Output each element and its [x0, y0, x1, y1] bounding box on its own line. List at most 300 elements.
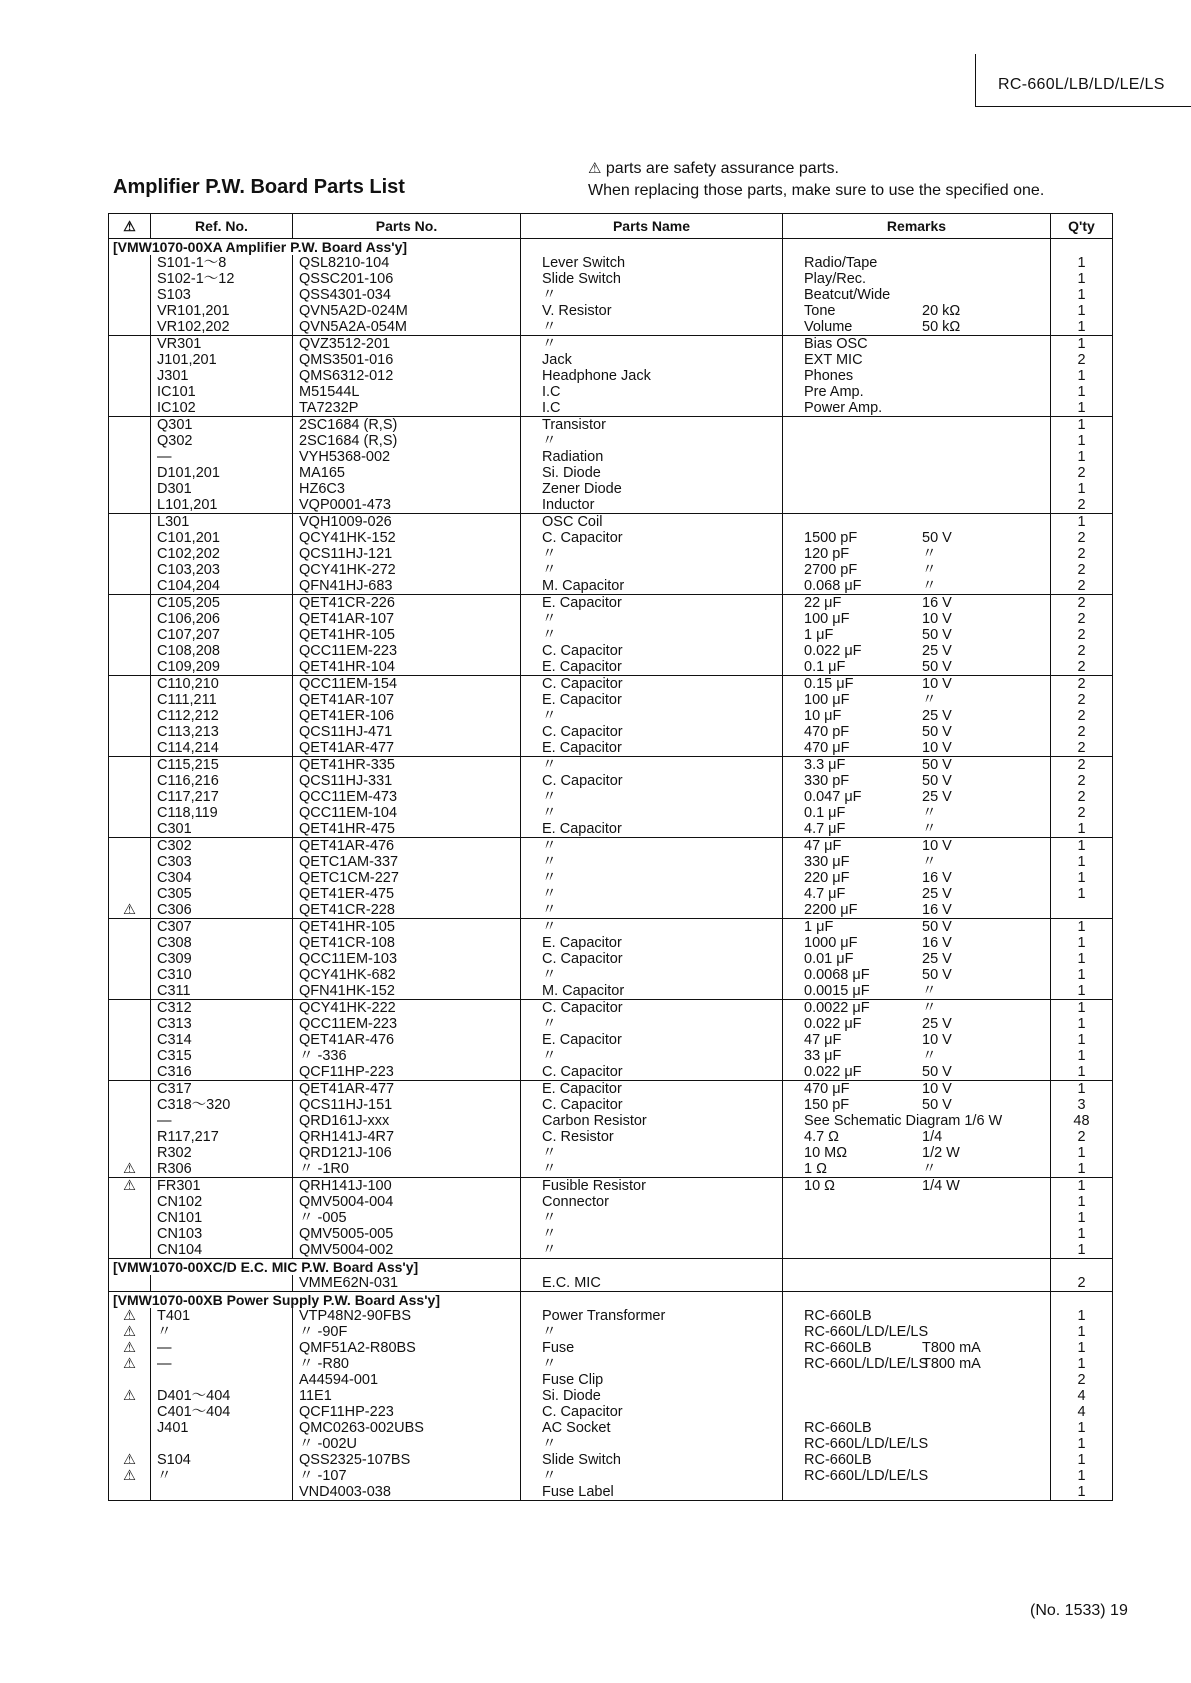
remarks-cell [783, 757, 1051, 774]
safety-mark-cell [109, 1210, 151, 1226]
parts-no-cell: QETC1CM-227 [293, 870, 521, 886]
table-row [109, 870, 1113, 886]
qty-cell: 2 [1051, 724, 1113, 740]
remarks-value: 100 μF [804, 611, 850, 627]
remarks-cell [783, 854, 1051, 870]
table-row [109, 1016, 1113, 1032]
section-header-row [109, 1259, 1113, 1276]
table-row [109, 1356, 1113, 1372]
ref-no-cell: L301 [151, 514, 293, 531]
remarks-cell [783, 562, 1051, 578]
ref-no-cell: VR301 [151, 336, 293, 353]
ref-no-cell: C313 [151, 1016, 293, 1032]
remarks-cell [783, 805, 1051, 821]
qty-cell: 1 [1051, 336, 1113, 353]
remarks-value: 10 MΩ [804, 1145, 848, 1161]
safety-warning-icon: ⚠ [109, 1161, 151, 1178]
section-header-row [109, 239, 1113, 256]
parts-name-cell: 〃 [521, 838, 783, 855]
remarks-cell [783, 935, 1051, 951]
table-row [109, 319, 1113, 336]
remarks-cell [783, 1372, 1051, 1388]
ref-no-cell: C110,210 [151, 676, 293, 693]
parts-name-cell: E. Capacitor [521, 1081, 783, 1098]
ref-no-cell: C103,203 [151, 562, 293, 578]
parts-name-cell: C. Resistor [521, 1129, 783, 1145]
table-row [109, 1436, 1113, 1452]
remarks-value: 2700 pF [804, 562, 858, 578]
parts-no-cell: QCC11EM-103 [293, 951, 521, 967]
remarks-cell [783, 303, 1051, 319]
parts-no-cell: QRH141J-100 [293, 1178, 521, 1195]
remarks-cell [783, 1340, 1051, 1356]
safety-warning-icon: ⚠ [109, 902, 151, 919]
ref-no-cell: C309 [151, 951, 293, 967]
remarks-cell [783, 1032, 1051, 1048]
parts-no-cell: 2SC1684 (R,S) [293, 433, 521, 449]
parts-name-cell: Fuse [521, 1340, 783, 1356]
qty-cell: 1 [1051, 886, 1113, 902]
section-header-spacer [783, 1259, 1051, 1276]
ref-no-cell: D101,201 [151, 465, 293, 481]
section-header-row [109, 1292, 1113, 1309]
remarks-rating: 1/4 W [922, 1178, 960, 1194]
parts-no-cell: M51544L [293, 384, 521, 400]
qty-cell: 2 [1051, 659, 1113, 676]
table-row [109, 400, 1113, 417]
remarks-value: Bias OSC [804, 336, 868, 352]
remarks-value: 470 pF [804, 724, 850, 740]
table-row [109, 336, 1113, 353]
table-row [109, 740, 1113, 757]
remarks-cell [783, 1178, 1051, 1195]
ref-no-cell: C104,204 [151, 578, 293, 595]
remarks-cell [783, 352, 1051, 368]
ref-no-cell: C111,211 [151, 692, 293, 708]
parts-no-cell: QCY41HK-272 [293, 562, 521, 578]
ref-no-cell: D301 [151, 481, 293, 497]
table-row [109, 1048, 1113, 1064]
remarks-value: 0.047 μF [804, 789, 862, 805]
remarks-rating: T800 mA [922, 1356, 981, 1372]
safety-mark-cell [109, 1081, 151, 1098]
remarks-rating: 10 V [922, 1032, 952, 1048]
parts-no-cell: QET41AR-477 [293, 1081, 521, 1098]
section-header-spacer [1051, 239, 1113, 256]
warning-triangle-icon: ⚠ [588, 160, 602, 177]
table-row [109, 789, 1113, 805]
qty-cell: 2 [1051, 805, 1113, 821]
remarks-cell [783, 1145, 1051, 1161]
remarks-cell [783, 886, 1051, 902]
qty-cell: 2 [1051, 708, 1113, 724]
ref-no-cell: VR101,201 [151, 303, 293, 319]
parts-name-cell: 〃 [521, 1226, 783, 1242]
qty-cell: 1 [1051, 870, 1113, 886]
remarks-value: 33 μF [804, 1048, 842, 1064]
safety-mark-cell [109, 919, 151, 936]
table-row [109, 352, 1113, 368]
remarks-cell [783, 319, 1051, 336]
ref-no-cell [151, 1436, 293, 1452]
safety-warning-icon: ⚠ [109, 1468, 151, 1484]
parts-name-cell: M. Capacitor [521, 578, 783, 595]
ref-no-cell: — [151, 449, 293, 465]
safety-mark-cell [109, 546, 151, 562]
parts-name-cell: C. Capacitor [521, 951, 783, 967]
parts-name-cell: I.C [521, 384, 783, 400]
remarks-rating: 10 V [922, 1081, 952, 1097]
parts-no-cell: QCS11HJ-151 [293, 1097, 521, 1113]
remarks-cell [783, 1484, 1051, 1501]
parts-name-cell: Zener Diode [521, 481, 783, 497]
parts-name-cell: 〃 [521, 287, 783, 303]
remarks-rating: 50 kΩ [922, 319, 961, 335]
table-row [109, 1226, 1113, 1242]
table-row [109, 1404, 1113, 1420]
remarks-value: 10 Ω [804, 1178, 835, 1194]
safety-mark-cell [109, 384, 151, 400]
parts-no-cell: QFN41HK-152 [293, 983, 521, 1000]
remarks-cell [783, 902, 1051, 919]
parts-no-cell: QSL8210-104 [293, 255, 521, 271]
remarks-cell [783, 1000, 1051, 1017]
remarks-value: 47 μF [804, 1032, 842, 1048]
ref-no-cell: — [151, 1356, 293, 1372]
remarks-value: 10 μF [804, 708, 842, 724]
remarks-rating: 50 V [922, 967, 952, 983]
remarks-value: Power Amp. [804, 400, 883, 416]
remarks-cell [783, 368, 1051, 384]
parts-no-cell: VTP48N2-90FBS [293, 1308, 521, 1324]
parts-no-cell: QCY41HK-682 [293, 967, 521, 983]
qty-cell: 2 [1051, 562, 1113, 578]
safety-mark-cell [109, 1484, 151, 1501]
parts-no-cell: QRD121J-106 [293, 1145, 521, 1161]
remarks-rating: 10 V [922, 676, 952, 692]
safety-warning-icon: ⚠ [109, 1178, 151, 1195]
safety-mark-cell [109, 805, 151, 821]
remarks-rating: 10 V [922, 838, 952, 854]
qty-cell: 1 [1051, 919, 1113, 936]
safety-mark-cell [109, 870, 151, 886]
parts-no-cell: MA165 [293, 465, 521, 481]
remarks-cell [783, 643, 1051, 659]
section-header-spacer [1051, 1292, 1113, 1309]
remarks-rating: 10 V [922, 611, 952, 627]
remarks-rating: 50 V [922, 627, 952, 643]
remarks-rating: 1/2 W [922, 1145, 960, 1161]
remarks-rating: 〃 [922, 1000, 937, 1016]
remarks-rating: 50 V [922, 919, 952, 935]
parts-no-cell: QET41AR-476 [293, 1032, 521, 1048]
qty-cell: 1 [1051, 368, 1113, 384]
parts-name-cell: 〃 [521, 708, 783, 724]
remarks-cell [783, 740, 1051, 757]
remarks-cell [783, 821, 1051, 838]
ref-no-cell: Q301 [151, 417, 293, 434]
safety-mark-cell [109, 1404, 151, 1420]
table-row [109, 1000, 1113, 1017]
header-remarks: Remarks [783, 214, 1051, 239]
ref-no-cell: FR301 [151, 1178, 293, 1195]
remarks-cell [783, 708, 1051, 724]
table-row [109, 902, 1113, 919]
parts-no-cell: QCF11HP-223 [293, 1064, 521, 1081]
qty-cell: 1 [1051, 1324, 1113, 1340]
table-row [109, 708, 1113, 724]
remarks-cell [783, 1324, 1051, 1340]
ref-no-cell: C303 [151, 854, 293, 870]
qty-cell: 1 [1051, 1436, 1113, 1452]
ref-no-cell: C102,202 [151, 546, 293, 562]
section-header-spacer [783, 239, 1051, 256]
parts-no-cell: 〃 -R80 [293, 1356, 521, 1372]
remarks-rating: 50 V [922, 530, 952, 546]
safety-mark-cell [109, 336, 151, 353]
table-row [109, 303, 1113, 319]
qty-cell: 2 [1051, 352, 1113, 368]
safety-warning-icon: ⚠ [109, 1388, 151, 1404]
table-row [109, 951, 1113, 967]
parts-no-cell: QSSC201-106 [293, 271, 521, 287]
safety-mark-cell [109, 530, 151, 546]
table-row [109, 595, 1113, 612]
table-row [109, 417, 1113, 434]
remarks-value: 330 μF [804, 854, 850, 870]
qty-cell: 1 [1051, 935, 1113, 951]
ref-no-cell: S103 [151, 287, 293, 303]
parts-no-cell: QET41HR-104 [293, 659, 521, 676]
table-row [109, 1468, 1113, 1484]
ref-no-cell: C107,207 [151, 627, 293, 643]
remarks-value: 0.15 μF [804, 676, 854, 692]
parts-name-cell: E. Capacitor [521, 595, 783, 612]
parts-name-cell: Si. Diode [521, 465, 783, 481]
ref-no-cell: Q302 [151, 433, 293, 449]
table-row [109, 433, 1113, 449]
remarks-value: Pre Amp. [804, 384, 864, 400]
remarks-value: 0.0022 μF [804, 1000, 870, 1016]
remarks-rating: 〃 [922, 854, 937, 870]
notice-line-2: When replacing those parts, make sure to use the specified one. [588, 182, 1045, 199]
table-row [109, 1194, 1113, 1210]
ref-no-cell: C115,215 [151, 757, 293, 774]
parts-name-cell: 〃 [521, 1048, 783, 1064]
remarks-value: 2200 μF [804, 902, 858, 918]
remarks-value: 0.022 μF [804, 643, 862, 659]
remarks-cell [783, 384, 1051, 400]
remarks-rating: 1/4 [922, 1129, 943, 1145]
remarks-rating: 〃 [922, 546, 937, 562]
remarks-value: Beatcut/Wide [804, 287, 891, 303]
ref-no-cell: C117,217 [151, 789, 293, 805]
safety-mark-cell [109, 1226, 151, 1242]
ref-no-cell [151, 1372, 293, 1388]
remarks-cell [783, 287, 1051, 303]
remarks-cell [783, 1161, 1051, 1178]
qty-cell: 1 [1051, 384, 1113, 400]
parts-name-cell: Radiation [521, 449, 783, 465]
parts-no-cell: QMV5004-004 [293, 1194, 521, 1210]
qty-cell: 1 [1051, 1145, 1113, 1161]
remarks-cell [783, 1194, 1051, 1210]
parts-name-cell: 〃 [521, 562, 783, 578]
table-row [109, 546, 1113, 562]
remarks-rating: 〃 [922, 1161, 937, 1177]
qty-cell: 1 [1051, 481, 1113, 497]
parts-no-cell: QET41HR-475 [293, 821, 521, 838]
safety-warning-icon: ⚠ [109, 1340, 151, 1356]
qty-cell: 1 [1051, 1048, 1113, 1064]
parts-name-cell: Power Transformer [521, 1308, 783, 1324]
remarks-rating: 25 V [922, 951, 952, 967]
safety-mark-cell [109, 1016, 151, 1032]
parts-no-cell: QET41CR-108 [293, 935, 521, 951]
ref-no-cell: C314 [151, 1032, 293, 1048]
parts-no-cell: VND4003-038 [293, 1484, 521, 1501]
parts-no-cell: QFN41HJ-683 [293, 578, 521, 595]
qty-cell: 4 [1051, 1404, 1113, 1420]
parts-name-cell: 〃 [521, 805, 783, 821]
remarks-rating: 16 V [922, 595, 952, 611]
table-row [109, 368, 1113, 384]
parts-name-cell: C. Capacitor [521, 1404, 783, 1420]
qty-cell: 1 [1051, 400, 1113, 417]
table-header-row [109, 214, 1113, 239]
qty-cell: 2 [1051, 740, 1113, 757]
table-row [109, 627, 1113, 643]
remarks-value: RC-660L/LD/LE/LS [804, 1468, 929, 1484]
section-title: [VMW1070-00XC/D E.C. MIC P.W. Board Ass'y] [109, 1259, 521, 1276]
safety-mark-cell [109, 757, 151, 774]
remarks-rating: 50 V [922, 757, 952, 773]
parts-no-cell: QET41ER-475 [293, 886, 521, 902]
safety-mark-cell [109, 417, 151, 434]
table-row [109, 919, 1113, 936]
table-row [109, 1340, 1113, 1356]
remarks-value: RC-660L/LD/LE/LS [804, 1436, 929, 1452]
parts-name-cell: C. Capacitor [521, 724, 783, 740]
safety-mark-cell [109, 368, 151, 384]
table-row [109, 983, 1113, 1000]
parts-name-cell: 〃 [521, 1016, 783, 1032]
safety-mark-cell [109, 724, 151, 740]
qty-cell: 2 [1051, 676, 1113, 693]
ref-no-cell: S101-1～8 [151, 255, 293, 271]
ref-no-cell: C112,212 [151, 708, 293, 724]
remarks-cell [783, 1081, 1051, 1098]
parts-no-cell: QCC11EM-154 [293, 676, 521, 693]
ref-no-cell: S102-1～12 [151, 271, 293, 287]
header-ref-no: Ref. No. [151, 214, 293, 239]
remarks-cell [783, 627, 1051, 643]
remarks-cell [783, 773, 1051, 789]
ref-no-cell: IC102 [151, 400, 293, 417]
ref-no-cell: C101,201 [151, 530, 293, 546]
qty-cell: 1 [1051, 1032, 1113, 1048]
remarks-cell [783, 1468, 1051, 1484]
parts-no-cell: VQH1009-026 [293, 514, 521, 531]
parts-name-cell: Jack [521, 352, 783, 368]
table-row [109, 854, 1113, 870]
safety-warning-icon: ⚠ [109, 1324, 151, 1340]
qty-cell: 2 [1051, 611, 1113, 627]
table-row [109, 1372, 1113, 1388]
remarks-rating: 50 V [922, 773, 952, 789]
ref-no-cell: C305 [151, 886, 293, 902]
safety-mark-cell [109, 1048, 151, 1064]
table-row [109, 497, 1113, 514]
ref-no-cell: 〃 [151, 1324, 293, 1340]
safety-mark-cell [109, 935, 151, 951]
parts-name-cell: 〃 [521, 433, 783, 449]
safety-mark-cell [109, 740, 151, 757]
parts-no-cell: QMC0263-002UBS [293, 1420, 521, 1436]
remarks-value: 0.0068 μF [804, 967, 870, 983]
parts-name-cell: C. Capacitor [521, 1064, 783, 1081]
parts-no-cell: A44594-001 [293, 1372, 521, 1388]
qty-cell: 48 [1051, 1113, 1113, 1129]
parts-name-cell: 〃 [521, 319, 783, 336]
safety-mark-cell [109, 1275, 151, 1292]
parts-name-cell: E. Capacitor [521, 692, 783, 708]
ref-no-cell: VR102,202 [151, 319, 293, 336]
parts-name-cell: 〃 [521, 611, 783, 627]
qty-cell: 1 [1051, 1356, 1113, 1372]
section-header-spacer [1051, 1259, 1113, 1276]
ref-no-cell: J401 [151, 1420, 293, 1436]
remarks-cell [783, 724, 1051, 740]
page-footer: (No. 1533) 19 [1030, 1602, 1128, 1619]
parts-name-cell: V. Resistor [521, 303, 783, 319]
ref-no-cell: C311 [151, 983, 293, 1000]
parts-table [108, 213, 1113, 1501]
remarks-cell [783, 692, 1051, 708]
table-row [109, 773, 1113, 789]
parts-no-cell: QCS11HJ-331 [293, 773, 521, 789]
remarks-cell [783, 676, 1051, 693]
table-row [109, 1324, 1113, 1340]
safety-mark-cell [109, 1436, 151, 1452]
parts-no-cell: QMV5005-005 [293, 1226, 521, 1242]
parts-name-cell: C. Capacitor [521, 676, 783, 693]
qty-cell: 2 [1051, 465, 1113, 481]
qty-cell: 1 [1051, 433, 1113, 449]
table-row [109, 724, 1113, 740]
ref-no-cell: T401 [151, 1308, 293, 1324]
ref-no-cell: S104 [151, 1452, 293, 1468]
ref-no-cell: C116,216 [151, 773, 293, 789]
qty-cell: 1 [1051, 983, 1113, 1000]
safety-mark-cell [109, 1064, 151, 1081]
remarks-value: EXT MIC [804, 352, 863, 368]
qty-cell: 2 [1051, 530, 1113, 546]
table-row [109, 481, 1113, 497]
qty-cell: 1 [1051, 449, 1113, 465]
remarks-cell [783, 1452, 1051, 1468]
parts-name-cell: E.C. MIC [521, 1275, 783, 1292]
remarks-cell [783, 611, 1051, 627]
parts-name-cell: C. Capacitor [521, 1000, 783, 1017]
table-row [109, 255, 1113, 271]
parts-no-cell: HZ6C3 [293, 481, 521, 497]
parts-no-cell: QCS11HJ-471 [293, 724, 521, 740]
table-row [109, 643, 1113, 659]
parts-name-cell: 〃 [521, 336, 783, 353]
remarks-cell [783, 400, 1051, 417]
safety-mark-cell [109, 983, 151, 1000]
